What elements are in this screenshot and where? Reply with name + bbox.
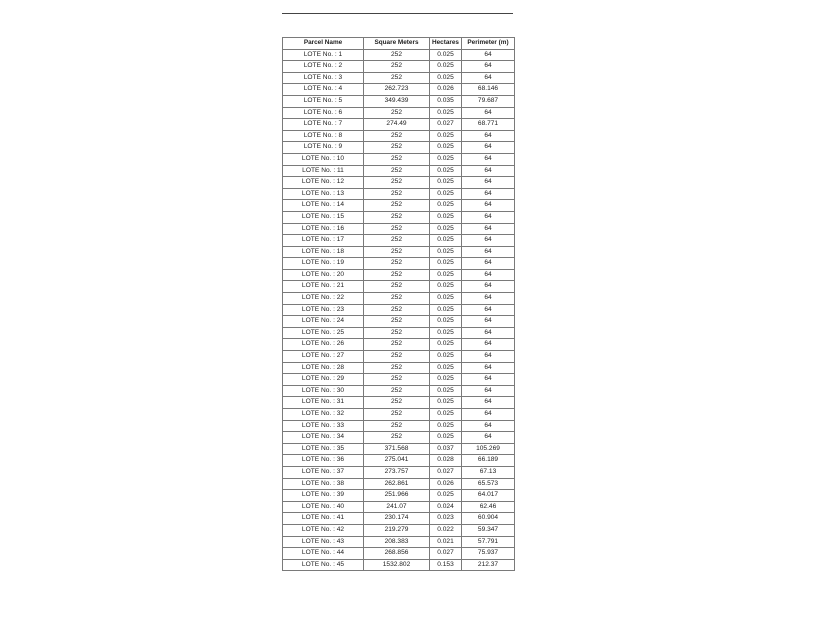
cell-perimeter: 68.146 bbox=[462, 84, 515, 96]
cell-square-meters: 252 bbox=[364, 72, 430, 84]
cell-hectares: 0.025 bbox=[430, 200, 462, 212]
cell-parcel-name: LOTE No. : 42 bbox=[283, 524, 364, 536]
cell-square-meters: 252 bbox=[364, 61, 430, 73]
table-row bbox=[283, 130, 515, 142]
cell-square-meters: 262.861 bbox=[364, 478, 430, 490]
cell-hectares: 0.025 bbox=[430, 211, 462, 223]
cell-perimeter: 64 bbox=[462, 351, 515, 363]
cell-perimeter: 60.904 bbox=[462, 513, 515, 525]
cell-parcel-name: LOTE No. : 1 bbox=[283, 49, 364, 61]
cell-perimeter: 57.791 bbox=[462, 536, 515, 548]
cell-square-meters: 252 bbox=[364, 397, 430, 409]
cell-perimeter: 64 bbox=[462, 327, 515, 339]
table-row bbox=[283, 223, 515, 235]
cell-hectares: 0.025 bbox=[430, 72, 462, 84]
cell-parcel-name: LOTE No. : 45 bbox=[283, 559, 364, 571]
cell-perimeter: 64 bbox=[462, 107, 515, 119]
table-row bbox=[283, 466, 515, 478]
table-row bbox=[283, 293, 515, 305]
cell-hectares: 0.025 bbox=[430, 397, 462, 409]
table-row bbox=[283, 409, 515, 421]
table-row bbox=[283, 269, 515, 281]
table-row bbox=[283, 432, 515, 444]
cell-hectares: 0.025 bbox=[430, 142, 462, 154]
cell-square-meters: 252 bbox=[364, 177, 430, 189]
cell-square-meters: 252 bbox=[364, 235, 430, 247]
cell-square-meters: 219.279 bbox=[364, 524, 430, 536]
cell-parcel-name: LOTE No. : 7 bbox=[283, 119, 364, 131]
cell-perimeter: 64 bbox=[462, 420, 515, 432]
cell-parcel-name: LOTE No. : 20 bbox=[283, 269, 364, 281]
cell-square-meters: 252 bbox=[364, 420, 430, 432]
cell-square-meters: 252 bbox=[364, 153, 430, 165]
cell-parcel-name: LOTE No. : 4 bbox=[283, 84, 364, 96]
cell-square-meters: 241.07 bbox=[364, 501, 430, 513]
table-row bbox=[283, 142, 515, 154]
table-row bbox=[283, 72, 515, 84]
cell-parcel-name: LOTE No. : 22 bbox=[283, 293, 364, 305]
cell-perimeter: 64 bbox=[462, 188, 515, 200]
table-row bbox=[283, 536, 515, 548]
table-row bbox=[283, 200, 515, 212]
table-row bbox=[283, 107, 515, 119]
cell-hectares: 0.025 bbox=[430, 409, 462, 421]
cell-hectares: 0.025 bbox=[430, 293, 462, 305]
table-row bbox=[283, 177, 515, 189]
cell-perimeter: 64 bbox=[462, 409, 515, 421]
cell-perimeter: 66.189 bbox=[462, 455, 515, 467]
cell-perimeter: 64 bbox=[462, 235, 515, 247]
cell-hectares: 0.027 bbox=[430, 466, 462, 478]
cell-parcel-name: LOTE No. : 26 bbox=[283, 339, 364, 351]
cell-square-meters: 268.856 bbox=[364, 548, 430, 560]
cell-perimeter: 64 bbox=[462, 200, 515, 212]
cell-perimeter: 64 bbox=[462, 339, 515, 351]
cell-hectares: 0.024 bbox=[430, 501, 462, 513]
cell-parcel-name: LOTE No. : 21 bbox=[283, 281, 364, 293]
cell-hectares: 0.025 bbox=[430, 107, 462, 119]
cell-perimeter: 64 bbox=[462, 281, 515, 293]
cell-parcel-name: LOTE No. : 8 bbox=[283, 130, 364, 142]
cell-hectares: 0.027 bbox=[430, 548, 462, 560]
cell-perimeter: 64 bbox=[462, 142, 515, 154]
cell-square-meters: 252 bbox=[364, 409, 430, 421]
cell-perimeter: 64 bbox=[462, 165, 515, 177]
cell-perimeter: 64 bbox=[462, 211, 515, 223]
header-row bbox=[283, 38, 515, 50]
header-perimeter: Perimeter (m) bbox=[462, 38, 515, 50]
table-row bbox=[283, 524, 515, 536]
table-body bbox=[283, 49, 515, 571]
cell-hectares: 0.025 bbox=[430, 304, 462, 316]
table-row bbox=[283, 165, 515, 177]
cell-perimeter: 64 bbox=[462, 72, 515, 84]
cell-parcel-name: LOTE No. : 9 bbox=[283, 142, 364, 154]
cell-square-meters: 252 bbox=[364, 327, 430, 339]
cell-perimeter: 67.13 bbox=[462, 466, 515, 478]
table-row bbox=[283, 443, 515, 455]
cell-parcel-name: LOTE No. : 5 bbox=[283, 95, 364, 107]
cell-hectares: 0.025 bbox=[430, 281, 462, 293]
table-row bbox=[283, 362, 515, 374]
cell-hectares: 0.025 bbox=[430, 269, 462, 281]
cell-perimeter: 59.347 bbox=[462, 524, 515, 536]
table-row bbox=[283, 84, 515, 96]
cell-perimeter: 64 bbox=[462, 130, 515, 142]
cell-square-meters: 252 bbox=[364, 304, 430, 316]
table-row bbox=[283, 95, 515, 107]
cell-hectares: 0.025 bbox=[430, 246, 462, 258]
cell-perimeter: 65.573 bbox=[462, 478, 515, 490]
cell-square-meters: 1532.802 bbox=[364, 559, 430, 571]
cell-hectares: 0.025 bbox=[430, 188, 462, 200]
cell-hectares: 0.021 bbox=[430, 536, 462, 548]
table-row bbox=[283, 211, 515, 223]
cell-hectares: 0.025 bbox=[430, 223, 462, 235]
cell-hectares: 0.025 bbox=[430, 420, 462, 432]
cell-hectares: 0.025 bbox=[430, 374, 462, 386]
table-row bbox=[283, 455, 515, 467]
table-row bbox=[283, 327, 515, 339]
cell-hectares: 0.027 bbox=[430, 119, 462, 131]
cell-hectares: 0.025 bbox=[430, 177, 462, 189]
cell-parcel-name: LOTE No. : 11 bbox=[283, 165, 364, 177]
cell-hectares: 0.022 bbox=[430, 524, 462, 536]
cell-square-meters: 251.966 bbox=[364, 490, 430, 502]
cell-parcel-name: LOTE No. : 32 bbox=[283, 409, 364, 421]
cell-square-meters: 252 bbox=[364, 281, 430, 293]
cell-parcel-name: LOTE No. : 28 bbox=[283, 362, 364, 374]
cell-parcel-name: LOTE No. : 3 bbox=[283, 72, 364, 84]
table-row bbox=[283, 119, 515, 131]
cell-square-meters: 252 bbox=[364, 269, 430, 281]
cell-parcel-name: LOTE No. : 15 bbox=[283, 211, 364, 223]
cell-parcel-name: LOTE No. : 44 bbox=[283, 548, 364, 560]
cell-square-meters: 252 bbox=[364, 165, 430, 177]
cell-hectares: 0.025 bbox=[430, 61, 462, 73]
table-row bbox=[283, 339, 515, 351]
cell-perimeter: 64 bbox=[462, 49, 515, 61]
cell-perimeter: 212.37 bbox=[462, 559, 515, 571]
cell-square-meters: 252 bbox=[364, 223, 430, 235]
cell-perimeter: 64 bbox=[462, 269, 515, 281]
cell-square-meters: 275.041 bbox=[364, 455, 430, 467]
cell-perimeter: 64 bbox=[462, 223, 515, 235]
table-row bbox=[283, 513, 515, 525]
cell-parcel-name: LOTE No. : 37 bbox=[283, 466, 364, 478]
table-row bbox=[283, 351, 515, 363]
cell-parcel-name: LOTE No. : 27 bbox=[283, 351, 364, 363]
cell-hectares: 0.037 bbox=[430, 443, 462, 455]
cell-square-meters: 252 bbox=[364, 385, 430, 397]
cell-square-meters: 230.174 bbox=[364, 513, 430, 525]
cell-parcel-name: LOTE No. : 24 bbox=[283, 316, 364, 328]
cell-square-meters: 252 bbox=[364, 107, 430, 119]
cell-square-meters: 252 bbox=[364, 211, 430, 223]
cell-hectares: 0.025 bbox=[430, 130, 462, 142]
cell-perimeter: 68.771 bbox=[462, 119, 515, 131]
table-row bbox=[283, 374, 515, 386]
table-row bbox=[283, 478, 515, 490]
cell-square-meters: 262.723 bbox=[364, 84, 430, 96]
cell-perimeter: 64 bbox=[462, 246, 515, 258]
cell-parcel-name: LOTE No. : 2 bbox=[283, 61, 364, 73]
table-row bbox=[283, 61, 515, 73]
cell-hectares: 0.025 bbox=[430, 362, 462, 374]
cell-parcel-name: LOTE No. : 33 bbox=[283, 420, 364, 432]
cell-hectares: 0.025 bbox=[430, 235, 462, 247]
table-row bbox=[283, 559, 515, 571]
cell-parcel-name: LOTE No. : 18 bbox=[283, 246, 364, 258]
cell-square-meters: 371.568 bbox=[364, 443, 430, 455]
table-header bbox=[283, 38, 515, 50]
cell-square-meters: 252 bbox=[364, 339, 430, 351]
table-row bbox=[283, 281, 515, 293]
cell-square-meters: 252 bbox=[364, 374, 430, 386]
cell-square-meters: 273.757 bbox=[364, 466, 430, 478]
cell-parcel-name: LOTE No. : 19 bbox=[283, 258, 364, 270]
table-row bbox=[283, 490, 515, 502]
cell-hectares: 0.025 bbox=[430, 153, 462, 165]
cell-hectares: 0.025 bbox=[430, 258, 462, 270]
cell-hectares: 0.025 bbox=[430, 316, 462, 328]
cell-parcel-name: LOTE No. : 35 bbox=[283, 443, 364, 455]
cell-square-meters: 252 bbox=[364, 258, 430, 270]
cell-square-meters: 252 bbox=[364, 362, 430, 374]
cell-square-meters: 274.49 bbox=[364, 119, 430, 131]
cell-perimeter: 64.017 bbox=[462, 490, 515, 502]
cell-parcel-name: LOTE No. : 41 bbox=[283, 513, 364, 525]
cell-parcel-name: LOTE No. : 29 bbox=[283, 374, 364, 386]
cell-perimeter: 62.46 bbox=[462, 501, 515, 513]
cell-perimeter: 64 bbox=[462, 385, 515, 397]
cell-perimeter: 64 bbox=[462, 432, 515, 444]
table-row bbox=[283, 385, 515, 397]
cell-square-meters: 252 bbox=[364, 351, 430, 363]
cell-perimeter: 64 bbox=[462, 362, 515, 374]
cell-parcel-name: LOTE No. : 12 bbox=[283, 177, 364, 189]
cell-parcel-name: LOTE No. : 39 bbox=[283, 490, 364, 502]
cell-parcel-name: LOTE No. : 38 bbox=[283, 478, 364, 490]
cell-hectares: 0.026 bbox=[430, 478, 462, 490]
cell-square-meters: 252 bbox=[364, 142, 430, 154]
cell-hectares: 0.025 bbox=[430, 327, 462, 339]
table-row bbox=[283, 397, 515, 409]
cell-parcel-name: LOTE No. : 14 bbox=[283, 200, 364, 212]
cell-square-meters: 252 bbox=[364, 130, 430, 142]
cell-parcel-name: LOTE No. : 23 bbox=[283, 304, 364, 316]
cell-parcel-name: LOTE No. : 30 bbox=[283, 385, 364, 397]
cell-perimeter: 64 bbox=[462, 374, 515, 386]
cell-square-meters: 208.383 bbox=[364, 536, 430, 548]
cell-parcel-name: LOTE No. : 16 bbox=[283, 223, 364, 235]
cell-perimeter: 79.687 bbox=[462, 95, 515, 107]
header-parcel-name: Parcel Name bbox=[283, 38, 364, 50]
cell-hectares: 0.025 bbox=[430, 339, 462, 351]
cell-perimeter: 64 bbox=[462, 177, 515, 189]
cell-hectares: 0.025 bbox=[430, 432, 462, 444]
cell-hectares: 0.023 bbox=[430, 513, 462, 525]
table-row bbox=[283, 49, 515, 61]
cell-parcel-name: LOTE No. : 36 bbox=[283, 455, 364, 467]
top-divider bbox=[282, 13, 513, 14]
cell-square-meters: 252 bbox=[364, 293, 430, 305]
cell-square-meters: 349.439 bbox=[364, 95, 430, 107]
cell-parcel-name: LOTE No. : 40 bbox=[283, 501, 364, 513]
table-row bbox=[283, 420, 515, 432]
cell-hectares: 0.035 bbox=[430, 95, 462, 107]
cell-perimeter: 64 bbox=[462, 293, 515, 305]
cell-hectares: 0.025 bbox=[430, 385, 462, 397]
table-row bbox=[283, 316, 515, 328]
cell-parcel-name: LOTE No. : 43 bbox=[283, 536, 364, 548]
table-row bbox=[283, 501, 515, 513]
cell-square-meters: 252 bbox=[364, 200, 430, 212]
cell-hectares: 0.028 bbox=[430, 455, 462, 467]
cell-perimeter: 64 bbox=[462, 61, 515, 73]
cell-perimeter: 64 bbox=[462, 153, 515, 165]
cell-hectares: 0.153 bbox=[430, 559, 462, 571]
cell-hectares: 0.026 bbox=[430, 84, 462, 96]
table-row bbox=[283, 258, 515, 270]
table-row bbox=[283, 153, 515, 165]
header-hectares: Hectares bbox=[430, 38, 462, 50]
cell-parcel-name: LOTE No. : 25 bbox=[283, 327, 364, 339]
cell-perimeter: 64 bbox=[462, 316, 515, 328]
header-square-meters: Square Meters bbox=[364, 38, 430, 50]
cell-hectares: 0.025 bbox=[430, 49, 462, 61]
table-row bbox=[283, 188, 515, 200]
parcel-table bbox=[282, 37, 515, 571]
cell-perimeter: 64 bbox=[462, 304, 515, 316]
cell-perimeter: 105.269 bbox=[462, 443, 515, 455]
table-row bbox=[283, 548, 515, 560]
cell-hectares: 0.025 bbox=[430, 165, 462, 177]
table-row bbox=[283, 304, 515, 316]
cell-square-meters: 252 bbox=[364, 432, 430, 444]
cell-square-meters: 252 bbox=[364, 49, 430, 61]
cell-perimeter: 64 bbox=[462, 258, 515, 270]
cell-perimeter: 64 bbox=[462, 397, 515, 409]
cell-parcel-name: LOTE No. : 6 bbox=[283, 107, 364, 119]
cell-parcel-name: LOTE No. : 13 bbox=[283, 188, 364, 200]
table-row bbox=[283, 235, 515, 247]
cell-square-meters: 252 bbox=[364, 316, 430, 328]
cell-hectares: 0.025 bbox=[430, 490, 462, 502]
cell-perimeter: 75.937 bbox=[462, 548, 515, 560]
cell-hectares: 0.025 bbox=[430, 351, 462, 363]
cell-parcel-name: LOTE No. : 31 bbox=[283, 397, 364, 409]
table-row bbox=[283, 246, 515, 258]
cell-parcel-name: LOTE No. : 34 bbox=[283, 432, 364, 444]
cell-square-meters: 252 bbox=[364, 246, 430, 258]
cell-square-meters: 252 bbox=[364, 188, 430, 200]
cell-parcel-name: LOTE No. : 17 bbox=[283, 235, 364, 247]
cell-parcel-name: LOTE No. : 10 bbox=[283, 153, 364, 165]
